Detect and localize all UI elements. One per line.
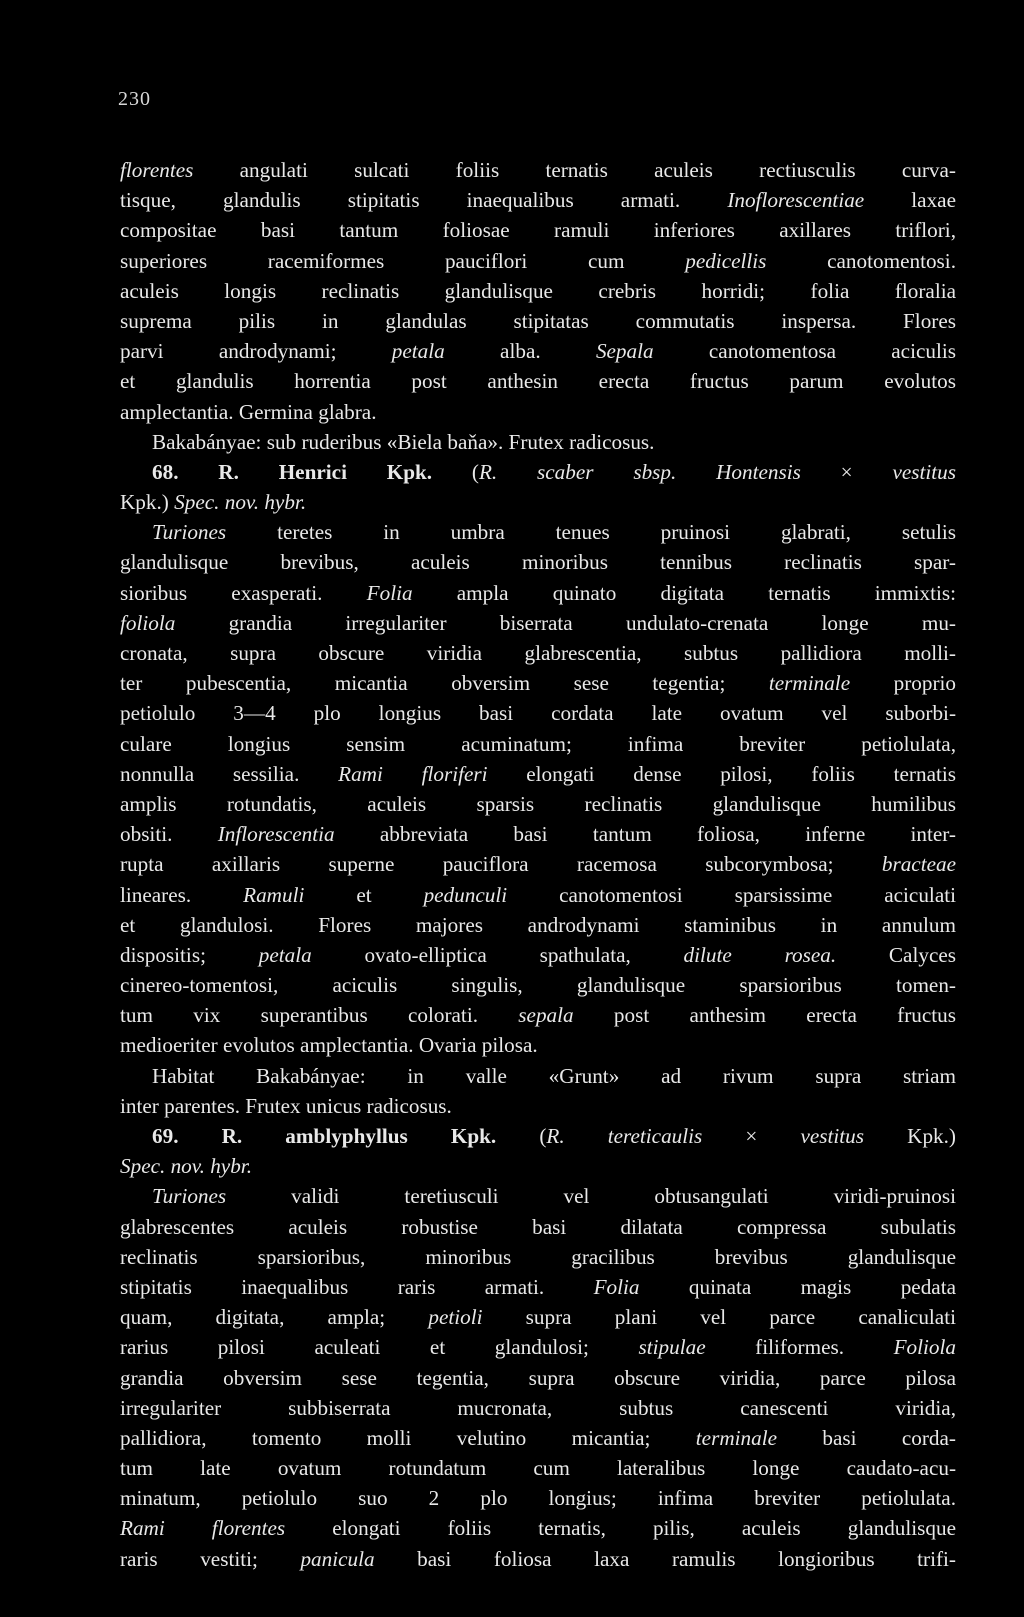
text-run: basi corda- [777,1425,956,1450]
text-run: canotomentosi sparsissime aciculati [507,882,956,907]
text-run: rupta axillaris superne pauciflora racemosa subcorymbosa; [120,852,882,877]
text-run: tisque, glandulis stipitatis inaequalibus armati. [120,188,728,213]
text-run: abbreviata basi tantum foliosa, inferne inter- [334,822,956,847]
text-run: Kpk.) [864,1124,956,1148]
text-run: × [702,1124,801,1148]
text-line [120,608,956,638]
text-run: raris vestiti; [120,1546,301,1571]
text-run: Bakabányae: sub ruderibus «Biela baňa». Frutex radicosus. [152,429,655,454]
text-run: validi teretiusculi vel obtusangulati viridi-pruinosi [226,1184,956,1209]
text-run: terminale [695,1425,777,1450]
text-run: rarius pilosi aculeati et glandulosi; [120,1335,639,1360]
text-line [120,1513,956,1543]
text-run: foliola [120,610,176,635]
text-line [120,759,956,789]
text-run: Folia [366,580,413,605]
text-line [120,336,956,366]
text-line [120,729,956,759]
text-run: et glandulis horrentia post anthesin erecta fructus parum evolutos [120,369,956,394]
text-run: petala [258,942,312,967]
text-line [120,487,956,517]
text-run: amplis rotundatis, aculeis sparsis reclinatis glandulisque humilibus [120,791,956,816]
text-run: Kpk.) [120,490,175,515]
text-run: quinata magis pedata [639,1274,956,1299]
text-run: florentes [120,158,194,182]
text-line [120,819,956,849]
text-run: minatum, petiolulo suo 2 plo longius; infima breviter petiolulata. [120,1486,956,1511]
text-run: pallidiora, tomento molli velutino micantia; [120,1425,696,1450]
text-line [120,1272,956,1302]
text-line [120,1091,956,1121]
text-run: Turiones [152,1184,227,1209]
text-run: aculeis longis reclinatis glandulisque crebris horridi; folia floralia [120,278,956,303]
text-run: Spec. nov. hybr. [120,1154,252,1179]
body-text [120,155,956,1574]
text-line [120,880,956,910]
text-run: dilute rosea. [683,942,837,967]
text-run: parvi androdynami; [120,339,392,364]
text-run: post anthesim erecta fructus [573,1003,956,1028]
text-line [120,1242,956,1272]
text-run: petiolulo 3—4 plo longius basi cordata late ovatum vel suborbi- [120,701,956,726]
text-line [120,1061,956,1091]
text-run: glandulisque brevibus, aculeis minoribus tennibus reclinatis spar- [120,550,956,575]
text-run: Calyces [836,942,956,967]
text-line [120,457,956,487]
text-line [120,940,956,970]
text-run: Rami floriferi [338,761,488,786]
text-run: sioribus exasperati. [120,580,367,605]
text-run: ( [432,459,479,484]
text-run: Rami florentes [120,1516,286,1541]
text-run: medioeriter evolutos amplectantia. Ovaria pilosa. [120,1033,538,1058]
text-line [120,638,956,668]
text-run: pedicellis [685,248,767,273]
text-line [120,1393,956,1423]
text-run: petala [391,339,445,364]
text-run: proprio [850,671,956,696]
text-run: alba. [444,339,596,364]
text-run: terminale [768,671,851,696]
text-run: culare longius sensim acuminatum; infima breviter petiolulata, [120,731,956,756]
text-run: Inoflorescentiae [727,188,865,213]
text-run: inter parentes. Frutex unicus radicosus. [120,1093,452,1118]
text-run: et [304,882,424,907]
text-line [120,1302,956,1332]
text-run: Sepala [595,339,654,364]
text-run: lineares. [120,882,244,907]
text-run: elongati foliis ternatis, pilis, aculeis glandulisque [285,1516,956,1541]
text-line [120,1453,956,1483]
text-line [120,1181,956,1211]
text-run: R. scaber sbsp. Hontensis [478,459,801,484]
text-line [120,517,956,547]
text-line [120,185,956,215]
text-run: Foliola [893,1335,956,1360]
text-run: R. tereticaulis [546,1124,703,1148]
text-run: Folia [593,1274,640,1299]
text-run: stipitatis inaequalibus raris armati. [120,1274,594,1299]
text-line [120,1212,956,1242]
text-run: Habitat Bakabányae: in valle «Grunt» ad rivum supra striam [152,1063,956,1088]
text-line [120,1030,956,1060]
text-line [120,970,956,1000]
text-run: 69. R. amblyphyllus Kpk. [152,1124,497,1148]
text-line [120,1544,956,1574]
text-line [120,698,956,728]
text-run: petioli [428,1305,483,1330]
text-run: Inflorescentia [217,822,335,847]
text-run: vestitus [892,459,957,484]
text-line [120,306,956,336]
text-line [120,849,956,879]
text-run: superiores racemiformes pauciflori cum [120,248,686,273]
text-run: Ramuli [243,882,305,907]
text-run: bracteae [881,852,956,877]
text-run: sepala [518,1003,574,1028]
text-run: teretes in umbra tenues pruinosi glabrati, setulis [226,520,956,545]
text-run: quam, digitata, ampla; [120,1305,429,1330]
text-run: × [800,459,893,484]
text-run: tum late ovatum rotundatum cum lateralibus longe caudato-acu- [120,1456,956,1481]
text-run: cinereo-tomentosi, aciculis singulis, glandulisque sparsioribus tomen- [120,973,956,998]
text-line [120,1423,956,1453]
text-line [120,1363,956,1393]
text-run: filiformes. [705,1335,894,1360]
text-line [120,668,956,698]
text-run: obsiti. [120,822,218,847]
text-run: grandia irregulariter biserrata undulato-crenata longe mu- [175,610,956,635]
text-line [120,1483,956,1513]
text-line [120,1121,956,1151]
text-run: 68. R. Henrici Kpk. [152,459,433,484]
text-run: angulati sulcati foliis ternatis aculeis rectiusculis curva- [193,158,956,182]
text-line [120,1000,956,1030]
text-run: cronata, supra obscure viridia glabrescentia, subtus pallidiora molli- [120,641,956,665]
text-run: elongati dense pilosi, foliis ternatis [487,761,956,786]
text-run: irregulariter subbiserrata mucronata, subtus canescenti viridia, [120,1395,956,1420]
text-run: ampla quinato digitata ternatis immixtis: [412,580,956,605]
text-run: grandia obversim sese tegentia, supra obscure viridia, parce pilosa [120,1365,956,1390]
text-run: vestitus [800,1124,865,1148]
text-run: ter pubescentia, micantia obversim sese tegentia; [120,671,769,696]
page-number: 230 [118,88,151,110]
text-run: tum vix superantibus colorati. [120,1003,519,1028]
text-run: canotomentosi. [766,248,956,273]
text-line [120,155,956,185]
text-line [120,427,956,457]
text-line [120,366,956,396]
text-run: pedunculi [423,882,508,907]
text-run: basi foliosa laxa ramulis longioribus trifi- [374,1546,956,1571]
text-run: ( [496,1124,547,1148]
text-run: canotomentosa aciculis [653,339,956,364]
text-line [120,789,956,819]
text-line [120,578,956,608]
text-run: reclinatis sparsioribus, minoribus gracilibus brevibus glandulisque [120,1244,956,1269]
text-line [120,1151,956,1181]
text-run: laxae [864,188,956,213]
text-run: Spec. nov. hybr. [174,490,307,515]
text-run: supra plani vel parce canaliculati [482,1305,956,1330]
text-line [120,215,956,245]
text-run: et glandulosi. Flores majores androdynami staminibus in annulum [120,912,956,937]
text-line [120,397,956,427]
text-line [120,246,956,276]
text-line [120,547,956,577]
text-run: dispositis; [120,942,259,967]
text-run: amplectantia. Germina glabra. [120,399,377,424]
text-run: glabrescentes aculeis robustise basi dilatata compressa subulatis [120,1214,956,1239]
text-line [120,276,956,306]
text-run: nonnulla sessilia. [120,761,339,786]
text-run: stipulae [638,1335,706,1360]
text-run: panicula [300,1546,375,1571]
text-line [120,910,956,940]
text-line [120,1332,956,1362]
text-run: Turiones [152,520,227,545]
text-run: ovato-elliptica spathulata, [311,942,684,967]
text-run: compositae basi tantum foliosae ramuli inferiores axillares triflori, [120,218,956,243]
text-run: suprema pilis in glandulas stipitatas commutatis inspersa. Flores [120,308,956,333]
